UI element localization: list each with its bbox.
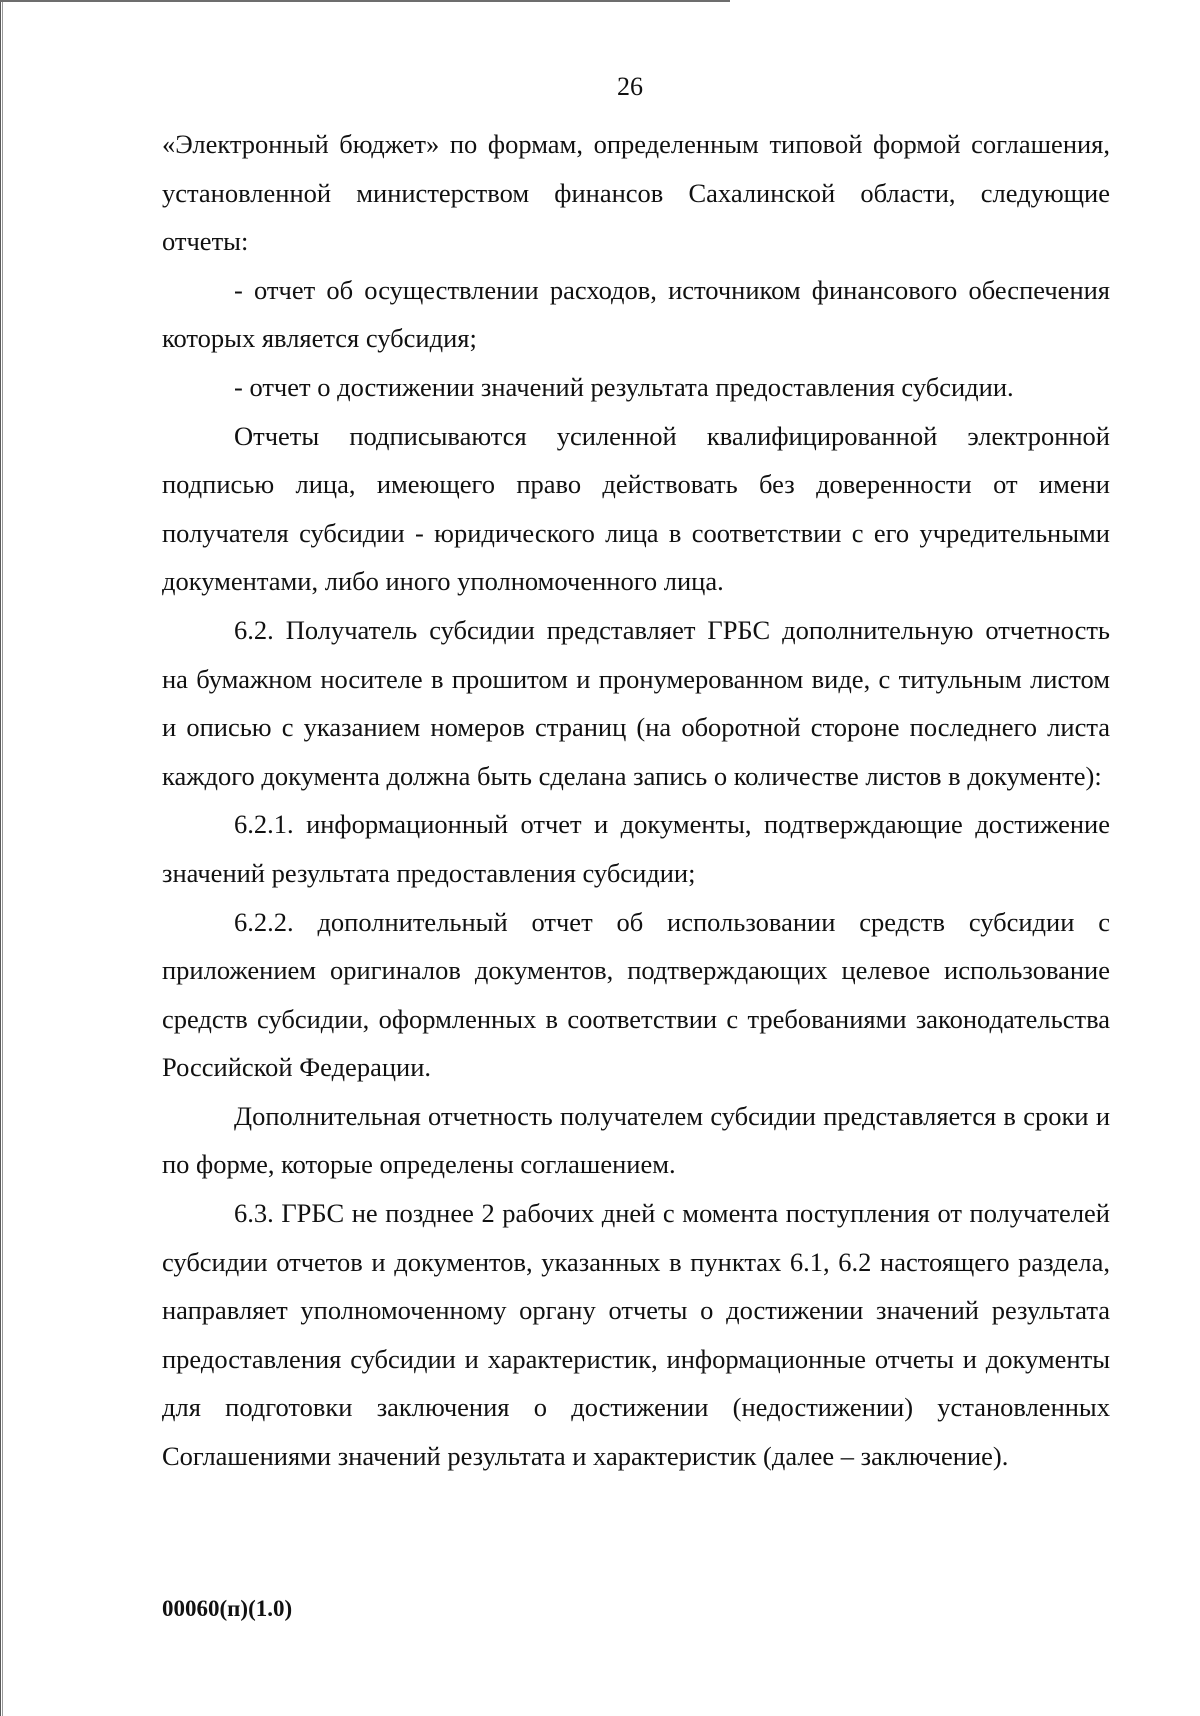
paragraph-6-2-2: 6.2.2. дополнительный отчет об использовании средств субсидии с приложением оригиналов документов, подтверждающих целевое использование средств субсидии, оформленных в соответствии с требованиями законодательства Российской Федерации.	[162, 906, 1110, 1083]
page-number: 26	[617, 72, 643, 101]
scan-top-artifact	[0, 0, 730, 2]
paragraph-reports-signing: Отчеты подписываются усиленной квалифицированной электронной подписью лица, имеющего право действовать без доверенности от имени получателя субсидии - юридического лица в соответствии с его учредительными документами, либо иного уполномоченного лица.	[162, 420, 1110, 597]
paragraph-continuation: «Электронный бюджет» по формам, определенным типовой формой соглашения, установленной министерством финансов Сахалинской области, следующие отчеты:	[162, 129, 1110, 257]
paragraph-6-2: 6.2. Получатель субсидии представляет ГРБС дополнительную отчетность на бумажном носителе в прошитом и пронумерованном виде, с титульным листом и описью с указанием номеров страниц (на оборотной стороне последнего листа каждого документа должна быть сделана запись о количестве листов в документе):	[162, 614, 1110, 791]
paragraph-6-2-1: 6.2.1. информационный отчет и документы, подтверждающие достижение значений результата предоставления субсидии;	[162, 809, 1110, 888]
paragraph-6-3: 6.3. ГРБС не позднее 2 рабочих дней с момента поступления от получателей субсидии отчетов и документов, указанных в пунктах 6.1, 6.2 настоящего раздела, направляет уполномоченному органу отчеты о достижении значений результата предоставления субсидии и характеристик, информационные отчеты и документы для подготовки заключения о достижении (недостижении) установленных Соглашениями значений результата и характеристик (далее – заключение).	[162, 1198, 1110, 1472]
scan-edge-artifact	[0, 0, 4, 1716]
document-body	[162, 120, 1110, 1481]
paragraph-report-results: - отчет о достижении значений результата предоставления субсидии.	[234, 371, 1014, 402]
paragraph-additional-reporting: Дополнительная отчетность получателем субсидии представляется в сроки и по форме, которые определены соглашением.	[162, 1100, 1110, 1180]
paragraph-report-expenses: - отчет об осуществлении расходов, источником финансового обеспечения которых является субсидия;	[162, 274, 1110, 354]
document-code: 00060(п)(1.0)	[162, 1596, 293, 1621]
